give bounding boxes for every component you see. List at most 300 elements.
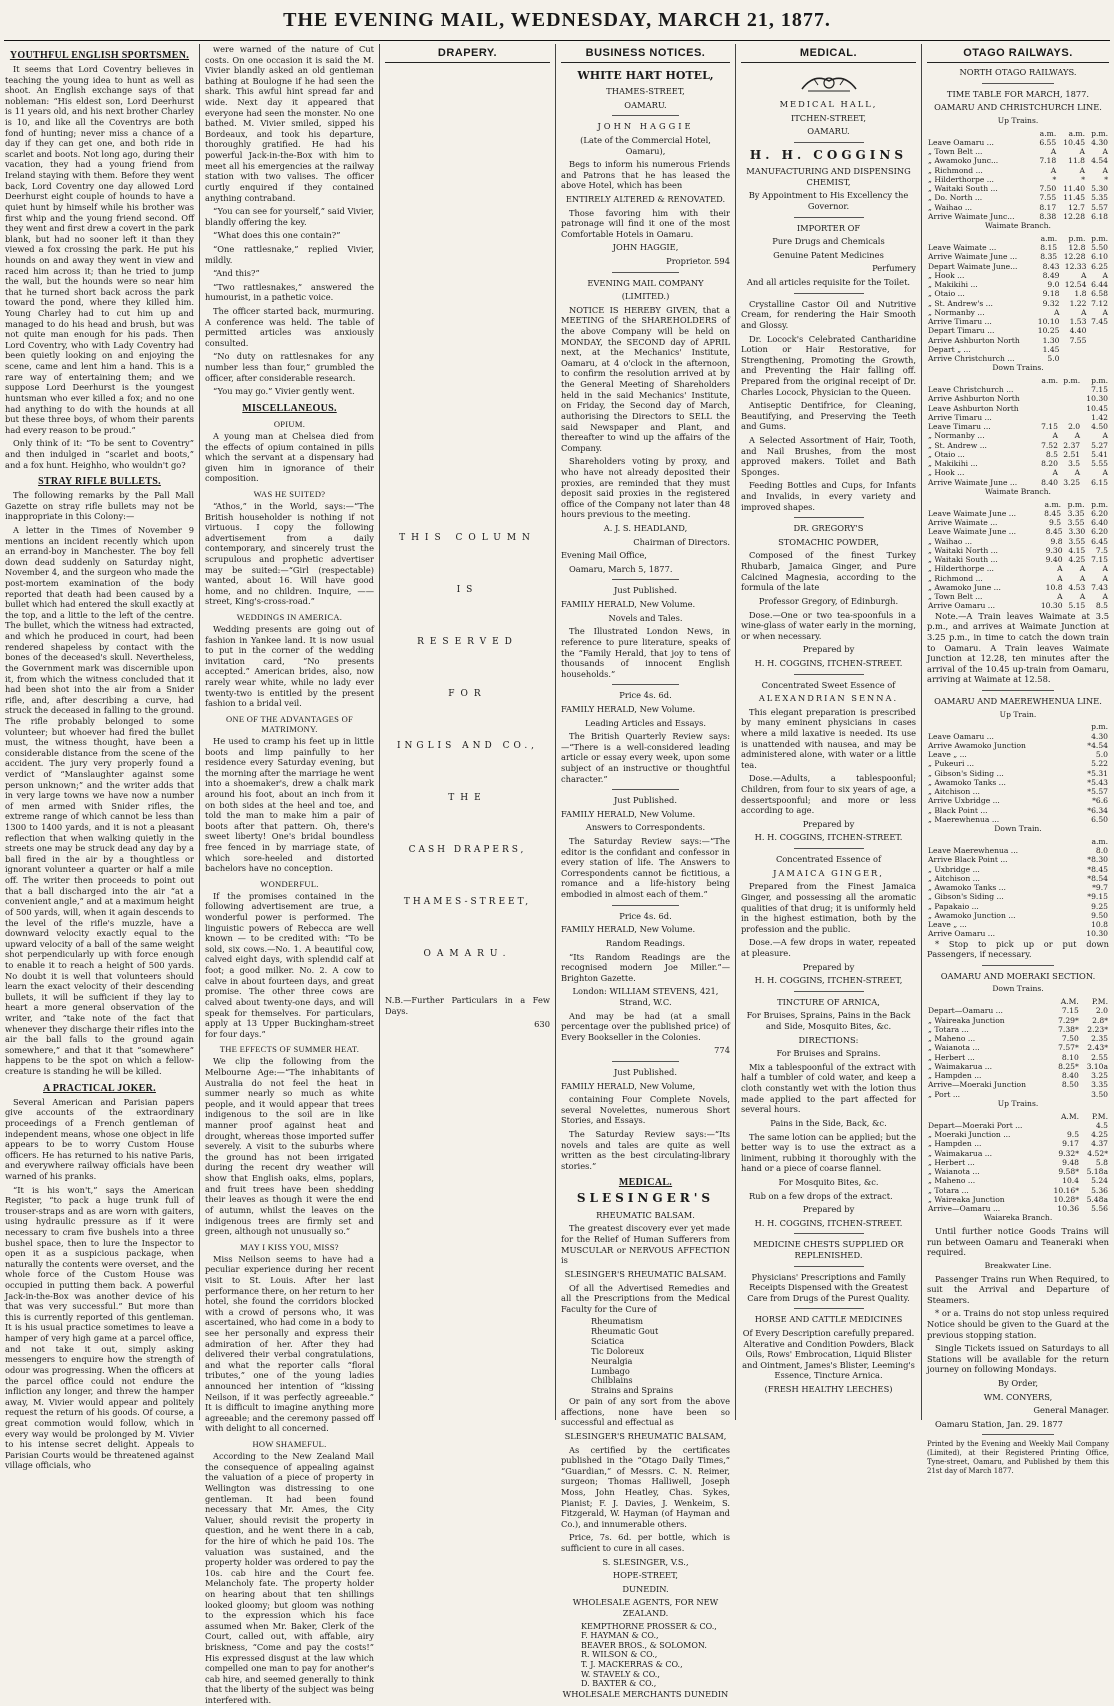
time-cell: 10.8 (1091, 920, 1108, 930)
ad-text: Rub on a few drops of the extract. (749, 1190, 893, 1201)
station-cell: „ St. Andrew ... (928, 440, 987, 450)
ad-line: And all articles requisite for the Toilet. (746, 277, 911, 288)
ad-text: Or pain of any sort from the above affections, none have been so successful and effectual as (561, 1396, 730, 1428)
timetable-row (927, 796, 1109, 805)
ad-sign: S. SLESINGER, V.S., (602, 1556, 689, 1567)
ailment: Rheumatic Gout (591, 1326, 659, 1337)
ad-line: Oamaru Station, Jan. 29. 1877 (935, 1418, 1063, 1429)
ad-line: THAMES-STREET, (606, 86, 685, 97)
station-cell: „ Awamoko Junc... (928, 156, 999, 166)
section-heading-medical: MEDICAL. (618, 1177, 673, 1189)
time-cell: 4.53 (1068, 582, 1086, 592)
time-cell: *5.31 (1087, 768, 1108, 778)
timetable-row (927, 537, 1109, 546)
heading-stray-rifle-bullets: STRAY RIFLE BULLETS. (38, 476, 161, 488)
time-cell (1037, 404, 1059, 413)
time-cell: a.m. (1044, 499, 1062, 509)
station-cell (927, 376, 1037, 385)
ad-title: JAMAICA GINGER, (773, 867, 884, 878)
timetable-row (927, 1016, 1109, 1025)
timetable-row (927, 911, 1109, 920)
time-cell: 5.24 (1091, 1176, 1108, 1186)
ad-text: The British Quarterly Review says:—“There is a well-considered leading article or essay every week, upon some subject of an instructive or thoughtful character.” (561, 731, 730, 784)
time-cell: 9.40 (1045, 555, 1063, 565)
time-cell: * (1052, 174, 1057, 184)
ad-role: General Manager. (1033, 1405, 1109, 1416)
ad-line: WHOLESALE AGENTS, FOR NEW ZEALAND. (572, 1597, 719, 1619)
article-text: The following remarks by the Pall Mall Gazette on stray rifle bullets may not be inappropriate in this Colony:— (5, 490, 194, 522)
timetable-note: Until further notice Goods Trains will run between Oamaru and Teaneraki when required. (927, 1226, 1109, 1258)
timetable-row (927, 317, 1109, 326)
station-cell: Leave Waimate June ... (928, 508, 1017, 518)
ad-line: OAMARU. (624, 99, 667, 110)
station-cell: Leave „ ... (928, 920, 967, 930)
timetable-row (927, 280, 1109, 289)
timetable-row (927, 1090, 1109, 1099)
station-cell: Arrive Oamaru ... (928, 601, 996, 611)
time-cell: 7.57* (1058, 1043, 1079, 1053)
ad-text: The Saturday Review says:—“Its novels and tales are quite as well written as the best circulating-library stories.” (561, 1129, 730, 1171)
ad-title: FAMILY HERALD, New Volume, (561, 1080, 696, 1091)
timetable (927, 1112, 1109, 1214)
station-cell: „ Otaio ... (928, 449, 965, 459)
time-cell: 1.45 (1042, 344, 1060, 354)
time-cell: 6.50 (1091, 814, 1108, 824)
time-cell (1052, 1090, 1080, 1099)
timetable-row (927, 546, 1109, 555)
station-cell: „ St. Andrew's ... (928, 298, 993, 308)
time-cell: 2.51 (1063, 449, 1081, 459)
subheading: ONE OF THE ADVANTAGES OF MATRIMONY. (225, 713, 354, 734)
station-cell: Arrive Waimate June ... (928, 252, 1018, 262)
timetable-row (927, 431, 1109, 440)
article-text: The officer started back, murmuring. A conference was held. The table of permitted articles was anxiously consulted. (205, 306, 374, 348)
time-cell: *8.54 (1087, 873, 1108, 883)
station-cell: „ Waireaka Junction (928, 1194, 1005, 1204)
timetable-row (927, 413, 1109, 422)
timetable-row (927, 1149, 1109, 1158)
column-2 (200, 44, 380, 1706)
time-cell: 5.0 (1047, 354, 1060, 364)
time-cell: A (1074, 468, 1081, 478)
timetable-note: Single Tickets issued on Saturdays to all Stations will be available for the return journey on following Mondays. (927, 1343, 1109, 1375)
ad-line: For Bruises and Sprains. (776, 1048, 881, 1059)
separator (982, 965, 1055, 966)
timetable-row (927, 1053, 1109, 1062)
time-cell: 10.8 (1045, 582, 1063, 592)
agent-list (561, 1622, 730, 1689)
ad-name: H. H. COGGINS (749, 147, 908, 162)
direction-label: Up Trains. (997, 115, 1039, 125)
timetable-row (927, 555, 1109, 564)
timetable-row (927, 732, 1109, 741)
separator (612, 684, 680, 685)
station-cell: „ Maheno ... (928, 1034, 976, 1044)
time-cell: A (1052, 468, 1058, 478)
station-cell: „ Maerewhenua ... (928, 814, 1000, 824)
time-cell (1059, 385, 1081, 394)
timetable-row (927, 837, 1109, 846)
time-cell: 6.40 (1091, 518, 1108, 528)
station-cell: „ Makikihi ... (928, 459, 978, 469)
timetable-row (927, 147, 1109, 156)
separator (794, 293, 864, 294)
time-cell: 7.18 (1039, 156, 1057, 166)
station-cell: „ Waianota ... (928, 1043, 980, 1053)
ailment: Strains and Sprains (591, 1385, 674, 1396)
time-cell: 7.50 (1039, 184, 1057, 194)
subheading: OPIUM. (273, 418, 306, 429)
station-cell: „ Waireaka Junction (928, 1015, 1005, 1025)
drapery-line: THIS COLUMN (399, 533, 536, 543)
time-cell: 5.36 (1091, 1185, 1108, 1195)
ad-text: The Saturday Review says:—“The editor is the confidant and confessor in every station of life. The Answers to Correspondents cannot be fictitious, a romance and a life-history being embodied in almost each of them.” (561, 836, 730, 900)
timetable-row (927, 243, 1109, 252)
timetable-row (927, 902, 1109, 911)
article-text: We clip the following from the Melbourne Age:—“The inhabitants of Australia do not feel the heat in summer nearly so much as white people, and it would appear that trees indigenous to the soil are in like manner proof against heat and drought, whereas those imported suffer severely. A visit to the suburbs where the ground has not been irrigated during the recent dry weather will show that English oaks, elms, poplars, and fruit trees have been shedding their leaves as though it were the end of autumn, whilst the leaves on the indigenous trees are firmly set and green, although not unusually so.” (205, 1056, 374, 1237)
article-text: It seems that Lord Coventry believes in teaching the young idea to hunt as well as shoot. An English exchange says of that nobleman: “His eldest son, Lord Deerhurst is 11 years old, and his next brother Charley is 10, and like all the Coventrys are both fond of hunting; never miss a chance of a day if they can get one, and both ride in scarlet and boots. Not long ago, during their vacation, they had a young friend from Ireland staying with them. Before they went back, Lord Coventry one day allowed Lord Deerhurst eight couple of hounds to have a quiet hunt by himself while his brother was first whip and the young friend second. Off they went and first drew a covert in the park blank, but had no sooner left it than they viewed a fox crossing the park. He put his hounds on and away they went in view and raced him across it; than he tried to jump the wall, but the hounds were so near him that he turned short back across the park toward the pond, where they killed him. Young Charley had to cut him up and managed to do his head and brush, but was not quite man enough for his pads. Then Lord Coventry, who with Lady Coventry had been quietly looking on and enjoying the scene, came and lent him a hand. This is a rare way of entertaining them; and we suppose Lord Deerhurst is the youngest huntsman who ever killed a fox; and no one had anything to do with the hounds at all but these three boys, of whom their parents had every reason to be proud.” (5, 64, 195, 435)
time-cell: 1.53 (1069, 317, 1087, 327)
ad-text: As certified by the certificates published in the “Otago Daily Times,” “Guardian,” of Messrs. C. N. Reimer, surgeon; Thomas Halliwell, Joseph Moss, John Heatley, Chas. Sykes, Pianist; F. J. Davies, J. Wenkeim, S. Fitzgerald, W. Hayman (of Hayman and Co.), and innumerable others. (561, 1444, 730, 1529)
time-cell: *5.57 (1087, 787, 1108, 797)
time-cell: A (1074, 431, 1081, 441)
ad-line: MANUFACTURING AND DISPENSING CHEMIST, (746, 166, 911, 187)
time-cell: a.m. (1039, 128, 1057, 138)
ad-line: Prepared by (802, 1204, 855, 1215)
column-3 (380, 44, 556, 1420)
timetable-row (927, 1025, 1109, 1034)
station-cell: Leave Oamaru ... (928, 137, 994, 147)
ad-text: Shareholders voting by proxy, and who have not already deposited their proxies, are reminded that they must deposit said proxies in the registered office of the Company not later than 48 hours previous to the meeting. (561, 456, 730, 520)
imprint: Printed by the Evening and Weekly Mail Company (Limited), at their Registered Printing Office, Tyne-street, Oamaru, and Published by them this 21st day of March 1877. (927, 1440, 1109, 1476)
time-cell: *5.43 (1087, 777, 1108, 787)
time-cell: 1.30 (1042, 335, 1060, 345)
time-cell: 8.43 (1042, 261, 1060, 271)
time-cell (1037, 394, 1059, 403)
station-cell: „ Hampden ... (928, 1071, 982, 1081)
ad-role: Chairman of Directors. (633, 536, 730, 547)
time-cell: 6.44 (1091, 280, 1108, 290)
station-cell: „ Waianota ... (928, 1167, 980, 1177)
time-cell: 11.8 (1068, 156, 1086, 166)
timetable-row (927, 1062, 1109, 1071)
ad-text: The greatest discovery ever yet made for the Relief of Human Sufferers from MUSCULAR or NERVOUS AFFECTION is (561, 1223, 730, 1266)
timetable (927, 262, 1109, 364)
ad-line: By Order, (997, 1378, 1039, 1389)
timetable-row (927, 138, 1109, 147)
station-cell: „ Waihao ... (928, 536, 973, 546)
time-cell: 3.50 (1091, 1089, 1108, 1099)
time-cell: 9.48 (1062, 1157, 1080, 1167)
timetable-row (927, 574, 1109, 583)
timetable-row (927, 422, 1109, 431)
time-cell: 9.32 (1042, 298, 1060, 308)
time-cell: a.m. (1091, 836, 1108, 846)
ad-line (561, 256, 730, 267)
station-cell (927, 997, 1052, 1006)
time-cell: A (1052, 431, 1058, 441)
ad-text: This elegant preparation is prescribed by many eminent physicians in cases where a mild laxative is needed. Its use is unattended with nausea, and may be administered alone, with water or a little tea. (741, 706, 916, 770)
ad-text: Price, 7s. 6d. per bottle, which is sufficient to cure in all cases. (561, 1532, 730, 1553)
article-text: “What does this one contain?” (213, 230, 341, 241)
section-heading-drapery: DRAPERY. (385, 44, 550, 63)
station-cell: „ Richmond ... (928, 573, 983, 583)
time-cell: 5.0 (1095, 750, 1108, 760)
station-cell: Arrive Black Point ... (928, 855, 1008, 865)
time-cell: 10.45 (1086, 403, 1108, 413)
ad-line: Just Published. (614, 585, 677, 596)
ad-sign: A. J. S. HEADLAND, (603, 523, 688, 534)
station-cell: Leave Ashburton North (928, 403, 1019, 413)
ad-line: ENTIRELY ALTERED & RENOVATED. (565, 193, 726, 204)
timetable-row (927, 883, 1109, 892)
time-cell: A (1057, 592, 1063, 602)
station-cell (927, 1112, 1046, 1121)
timetable (927, 376, 1109, 487)
time-cell: A (1050, 165, 1057, 175)
station-cell: Depart Waimate June... (928, 261, 1018, 271)
article-text: “You can see for yourself,” said Vivier, blandly offering the key. (205, 206, 374, 227)
station-cell: Arrive Waimate June ... (928, 477, 1018, 487)
ad-text: Dose.—Adults, a tablespoonful; Children, from four to six years of age, a dessertspoonful; and more or less according to age. (741, 773, 916, 816)
station-cell: Arrive Ashburton North (928, 394, 1020, 404)
timetable-row (927, 166, 1109, 175)
station-cell (927, 500, 1039, 509)
time-cell (1059, 413, 1081, 422)
timetable-row (927, 212, 1109, 221)
time-cell: 8.45 (1044, 508, 1062, 518)
ad-line: (FRESH HEALTHY LEECHES) (764, 1384, 893, 1395)
timetable-title: TIME TABLE FOR MARCH, 1877. (946, 88, 1090, 99)
time-cell: 5.48a (1086, 1194, 1108, 1204)
ad-text: NOTICE IS HEREBY GIVEN, that a MEETING of the SHAREHOLDERS of the above Company will be held on MONDAY, the SECOND day of APRIL next, at the Mechanics' Institute, Oamaru, at 4 o'clock in the afternoon, to confirm the resolution arrived at by the General Meeting of Shareholders held in the said Mechanics' Institute, on Friday, the Second day of March, authorising the Directors to SELL the said Newspaper and Plant, and thereafter to wind up the affairs of the Company. (561, 304, 730, 453)
time-cell: 7.52 (1041, 440, 1058, 450)
timetable-row (927, 450, 1109, 459)
time-cell: 10.4 (1062, 1176, 1080, 1186)
time-cell: 12.28 (1063, 211, 1086, 221)
time-cell: 6.18 (1091, 211, 1108, 221)
station-cell: „ Waimakarua ... (928, 1061, 993, 1071)
time-cell (1059, 404, 1081, 413)
ad-line: Prepared by (802, 644, 855, 655)
timetable-row (927, 1121, 1109, 1130)
agent: W. STAVELY & CO., (581, 1669, 660, 1679)
timetable-row (927, 345, 1109, 354)
time-cell: 2.0 (1068, 422, 1081, 432)
time-cell: 6.25 (1091, 261, 1108, 271)
station-cell: „ Aitchison ... (928, 873, 980, 883)
article-text: “One rattlesnake,” replied Vivier, mildly. (205, 243, 374, 265)
time-cell: 12.28 (1063, 252, 1086, 262)
timetable-row (927, 175, 1109, 184)
time-cell: A (1079, 564, 1086, 574)
time-cell: A (1102, 592, 1108, 602)
subheading: WEDDINGS IN AMERICA. (236, 612, 343, 623)
timetable-row (927, 326, 1109, 335)
separator (794, 1308, 864, 1309)
article-text: If the promises contained in the following advertisement are true, a wonderful power is performed. The linguistic powers of Rebecca are well known — to be credited with: “To be sold, six cows.—No. 1. A beautiful cow, calved eight days, with splendid calf at foot; a good milker. No. 2. A cow to calve in about fourteen days, and great promise. The other three cows are calved about twenty-one days, and will speak for themselves. For particulars, apply at 13 Upper Buckingham-street for four days.” (205, 890, 374, 1039)
separator (612, 905, 680, 906)
time-cell: 2.35 (1091, 1034, 1108, 1044)
station-cell: „ Herbert ... (928, 1157, 975, 1167)
time-cell: 7.43 (1091, 582, 1108, 592)
time-cell (1046, 1121, 1080, 1130)
time-cell: 5.55 (1091, 459, 1108, 469)
ad-line: HOPE-STREET, (612, 1570, 679, 1581)
station-cell: Leave Maerewhenua ... (928, 846, 1019, 856)
station-cell: Leave Waimate June ... (928, 527, 1017, 537)
time-cell: A (1054, 307, 1060, 317)
time-cell (1037, 385, 1059, 394)
separator (794, 674, 864, 675)
separator (794, 991, 864, 992)
timetable-row (927, 203, 1109, 212)
time-cell: 8.45 (1045, 527, 1063, 537)
timetable-row (927, 759, 1109, 768)
ailment-list (561, 1317, 730, 1396)
time-cell: A (1102, 468, 1108, 478)
timetable-row (927, 1167, 1109, 1176)
station-cell: „ Papakaio ... (928, 901, 979, 911)
time-cell: *4.54 (1087, 740, 1108, 750)
station-cell: „ Hilderthorpe ... (928, 174, 994, 184)
time-cell: p.m. (1068, 233, 1086, 243)
time-cell: A.M. (1060, 1111, 1080, 1121)
separator (612, 579, 680, 580)
heading-youthful-sportsmen: YOUTHFUL ENGLISH SPORTSMEN. (9, 50, 190, 61)
time-cell: 10.16* (1053, 1185, 1080, 1195)
timetable-row (927, 129, 1109, 138)
time-cell (1087, 326, 1109, 335)
time-cell: p.m. (1091, 375, 1108, 385)
ad-line: Physicians' Prescriptions and Family Receipts Dispensed with the Greatest Care from Drugs of the Purest Quality. (747, 1271, 910, 1303)
ad-line: Prepared by (802, 818, 855, 829)
time-cell: A (1079, 592, 1086, 602)
timetable-row (927, 806, 1109, 815)
timetable-row (927, 1043, 1109, 1052)
ad-text: containing Four Complete Novels, several Novelettes, numerous Short Stories, and Essays. (561, 1094, 730, 1126)
article-text: were warned of the nature of Cut costs. On one occasion it is said the M. Vivier blandly asked an old gentleman bathing at Boulogne if he had seen the shark. This awful hint spread far and wide. Next day it appeared that everyone had seen the monster. No one bathed. M. Vivier smiled, sipped his Bordeaux, and took his departure, thoroughly gratified. He had his powerful Jack-in-the-Box with him to meet all his emergencies at the railway station with two valises. The officer curtly enquired if they contained anything contraband. (205, 44, 374, 203)
time-cell: 3.35 (1067, 508, 1085, 518)
timetable-row (927, 459, 1109, 468)
time-cell: 8.50 (1061, 1080, 1079, 1090)
time-cell: 7.55 (1069, 335, 1087, 345)
time-cell: 7.15 (1091, 385, 1108, 395)
agent: BEAVER BROS., & SOLOMON. (581, 1640, 707, 1650)
station-cell: Arrive Waimate Junc... (928, 211, 1015, 221)
timetable-row (927, 750, 1109, 759)
time-cell: 3.55 (1068, 536, 1086, 546)
ad-text: Composed of the finest Turkey Rhubarb, Jamaica Ginger, and Pure Calcined Magnesia, according to the formula of the late (741, 550, 916, 593)
ad-text: The Illustrated London News, in reference to pure literature, speaks of the “Family Herald, that joy to tens of thousands of innocent English households.” (561, 626, 730, 679)
direction-label: Down Train. (994, 824, 1042, 834)
ad-ref: 594 (714, 256, 730, 266)
heading-practical-joker: A PRACTICAL JOKER. (43, 1082, 156, 1094)
ailment: Tic Doloreux (591, 1345, 644, 1356)
timetable-row (927, 527, 1109, 536)
article-text: “And this?” (213, 268, 260, 279)
station-cell: „ Awamoko Tanks ... (928, 777, 1006, 787)
timetable-row (927, 846, 1109, 855)
time-cell: 5.41 (1091, 449, 1108, 459)
time-cell: 5.27 (1091, 440, 1108, 450)
time-cell: 8.49 (1042, 270, 1060, 280)
timetable-note: * Stop to pick up or put down Passengers, if necessary. (927, 938, 1109, 960)
ad-text: Those favoring him with their patronage will find it one of the most Comfortable Hotels in Oamaru. (561, 207, 730, 239)
time-cell: A (1102, 573, 1108, 583)
timetable-row (927, 769, 1109, 778)
timetable-row (927, 500, 1109, 509)
time-cell: 1.42 (1091, 412, 1108, 422)
agent: F. HAYMAN & CO., (581, 1631, 659, 1641)
station-cell: „ Waitaki South ... (928, 184, 998, 194)
ad-title: HORSE AND CATTLE MEDICINES (754, 1314, 903, 1325)
article-text: “Athos,” in the World, says:—“The British householder is nothing if not virtuous. I copy the following advertisement from a daily contemporary, and sincerely trust the scrupulous and prophetic advertiser may be suited:—“Girl (respectable) wanted, about 16. Will have good home, and no children. Inquire, —— street, King's-cross-road.” (205, 500, 374, 607)
ad-title: ALEXANDRIAN SENNA. (758, 693, 899, 704)
subheading: MAY I KISS YOU, MISS? (240, 1241, 339, 1252)
time-cell: *6.34 (1087, 805, 1108, 815)
station-cell: „ Waitaki South ... (928, 555, 998, 565)
time-cell: *8.30 (1087, 855, 1108, 865)
time-cell: 7.5 (1095, 545, 1108, 555)
ad-title: MEDICINE CHESTS SUPPLIED OR REPLENISHED. (753, 1239, 904, 1260)
ad-title: TINCTURE OF ARNICA, (777, 996, 880, 1007)
timetable-row (927, 1139, 1109, 1148)
time-cell: 4.50 (1091, 422, 1108, 432)
time-cell: 9.58* (1058, 1167, 1080, 1177)
drapery-line: FOR (448, 689, 487, 699)
branch-label: Breakwater Line. (984, 1260, 1052, 1270)
ad-title: MEDICAL HALL, (779, 99, 878, 109)
station-cell: „ Moeraki Junction ... (928, 1130, 1011, 1140)
time-cell: *9.15 (1087, 892, 1108, 902)
time-cell: p.m. (1091, 128, 1108, 138)
agent: T. J. MACKERRAS & CO., (581, 1660, 683, 1670)
time-cell: 3.25 (1063, 477, 1081, 487)
time-cell: 9.5 (1066, 1130, 1080, 1140)
time-cell: 4.40 (1069, 326, 1087, 336)
time-cell: 4.25 (1068, 555, 1086, 565)
ad-sign: H. H. COGGINS, ITCHEN-STREET. (754, 1217, 903, 1228)
ad-line: STOMACHIC POWDER, (778, 536, 879, 547)
station-cell: Arrive Timaru ... (928, 412, 992, 422)
separator (794, 1233, 864, 1234)
time-cell (1061, 345, 1088, 354)
ad-sign: H. H. COGGINS, ITCHEN-STREET. (754, 657, 903, 668)
station-cell: „ Hook ... (928, 270, 965, 280)
ad-text: “Its Random Readings are the recognised modern Joe Miller.”—Brighton Gazette. (561, 951, 730, 983)
timetable-row (927, 478, 1109, 487)
ad-line: ITCHEN-STREET, (790, 112, 867, 123)
time-cell: * (1104, 174, 1108, 184)
branch-label: Waiareka Branch. (983, 1213, 1053, 1223)
ad-text: Of all the Advertised Remedies and all the Prescriptions from the Medical Faculty for the Cure of (561, 1282, 730, 1314)
separator (982, 1434, 1055, 1435)
time-cell: 8.35 (1040, 252, 1058, 262)
timetable-row (927, 997, 1109, 1006)
ad-text: Begs to inform his numerous Friends and Patrons that he has leased the above Hotel, which has been (561, 159, 730, 191)
time-cell: 3.5 (1068, 459, 1081, 469)
time-cell: 9.5 (1048, 518, 1062, 528)
time-cell: p.m. (1091, 499, 1108, 509)
timetable-row (927, 865, 1109, 874)
timetable-row (927, 404, 1109, 413)
time-cell: 9.50 (1091, 910, 1108, 920)
ad-line: Prepared by (802, 961, 855, 972)
time-cell: 6.10 (1091, 252, 1108, 262)
ad-line: For Bruises, Sprains, Pains in the Back and Side, Mosquito Bites, &c. (746, 1010, 911, 1032)
time-cell: 5.22 (1091, 759, 1108, 769)
